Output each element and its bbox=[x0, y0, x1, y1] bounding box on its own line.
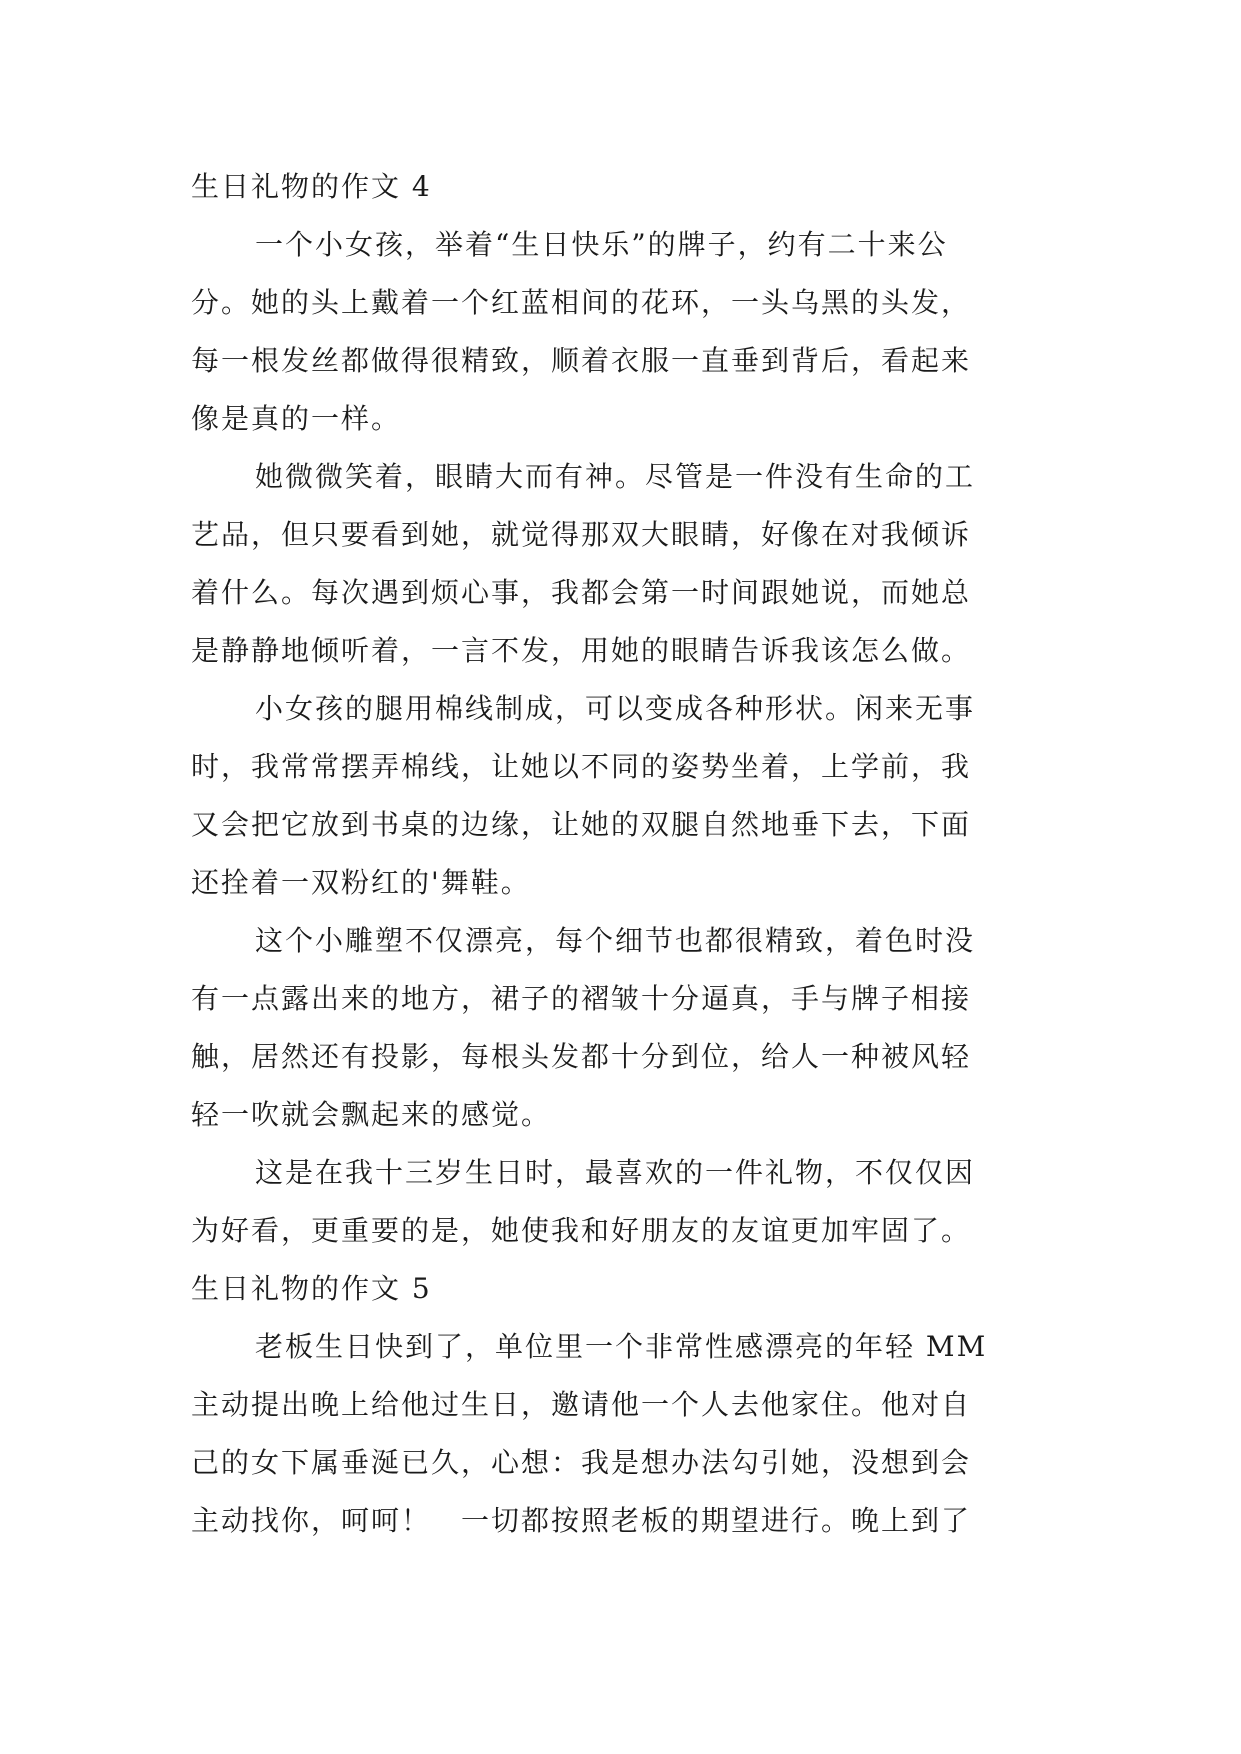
text-line: 艺品，但只要看到她，就觉得那双大眼睛，好像在对我倾诉 bbox=[191, 518, 972, 551]
text-line: 着什么。每次遇到烦心事，我都会第一时间跟她说，而她总 bbox=[191, 576, 972, 609]
text-line: 时，我常常摆弄棉线，让她以不同的姿势坐着，上学前，我 bbox=[191, 750, 972, 783]
text-line: 一个小女孩，举着“生日快乐”的牌子，约有二十来公 bbox=[255, 228, 948, 261]
text-line: 这个小雕塑不仅漂亮，每个细节也都很精致，着色时没 bbox=[255, 924, 976, 957]
text-line: 分。她的头上戴着一个红蓝相间的花环，一头乌黑的头发， bbox=[191, 286, 972, 319]
document-body bbox=[191, 158, 1071, 1550]
text-line: 轻一吹就会飘起来的感觉。 bbox=[191, 1098, 552, 1131]
text-line: 老板生日快到了，单位里一个非常性感漂亮的年轻 MM bbox=[255, 1330, 988, 1363]
text-line: 小女孩的腿用棉线制成，可以变成各种形状。闲来无事 bbox=[255, 692, 976, 725]
text-line: 己的女下属垂涎已久，心想：我是想办法勾引她，没想到会 bbox=[191, 1446, 972, 1479]
text-line: 又会把它放到书桌的边缘，让她的双腿自然地垂下去，下面 bbox=[191, 808, 972, 841]
text-line: 她微微笑着，眼睛大而有神。尽管是一件没有生命的工 bbox=[255, 460, 976, 493]
text-line: 像是真的一样。 bbox=[191, 402, 402, 435]
text-line: 主动找你，呵呵！ 一切都按照老板的期望进行。晚上到了 bbox=[191, 1504, 972, 1537]
text-line: 触，居然还有投影，每根头发都十分到位，给人一种被风轻 bbox=[191, 1040, 972, 1073]
section-heading: 生日礼物的作文 5 bbox=[191, 1272, 432, 1305]
text-line: 还拴着一双粉红的'舞鞋。 bbox=[191, 866, 531, 899]
text-line: 有一点露出来的地方，裙子的褶皱十分逼真，手与牌子相接 bbox=[191, 982, 972, 1015]
text-line: 主动提出晚上给他过生日，邀请他一个人去他家住。他对自 bbox=[191, 1388, 972, 1421]
text-line: 是静静地倾听着，一言不发，用她的眼睛告诉我该怎么做。 bbox=[191, 634, 972, 667]
text-line: 每一根发丝都做得很精致，顺着衣服一直垂到背后，看起来 bbox=[191, 344, 972, 377]
section-heading: 生日礼物的作文 4 bbox=[191, 170, 432, 203]
text-line: 这是在我十三岁生日时，最喜欢的一件礼物，不仅仅因 bbox=[255, 1156, 976, 1189]
text-line: 为好看，更重要的是，她使我和好朋友的友谊更加牢固了。 bbox=[191, 1214, 972, 1247]
